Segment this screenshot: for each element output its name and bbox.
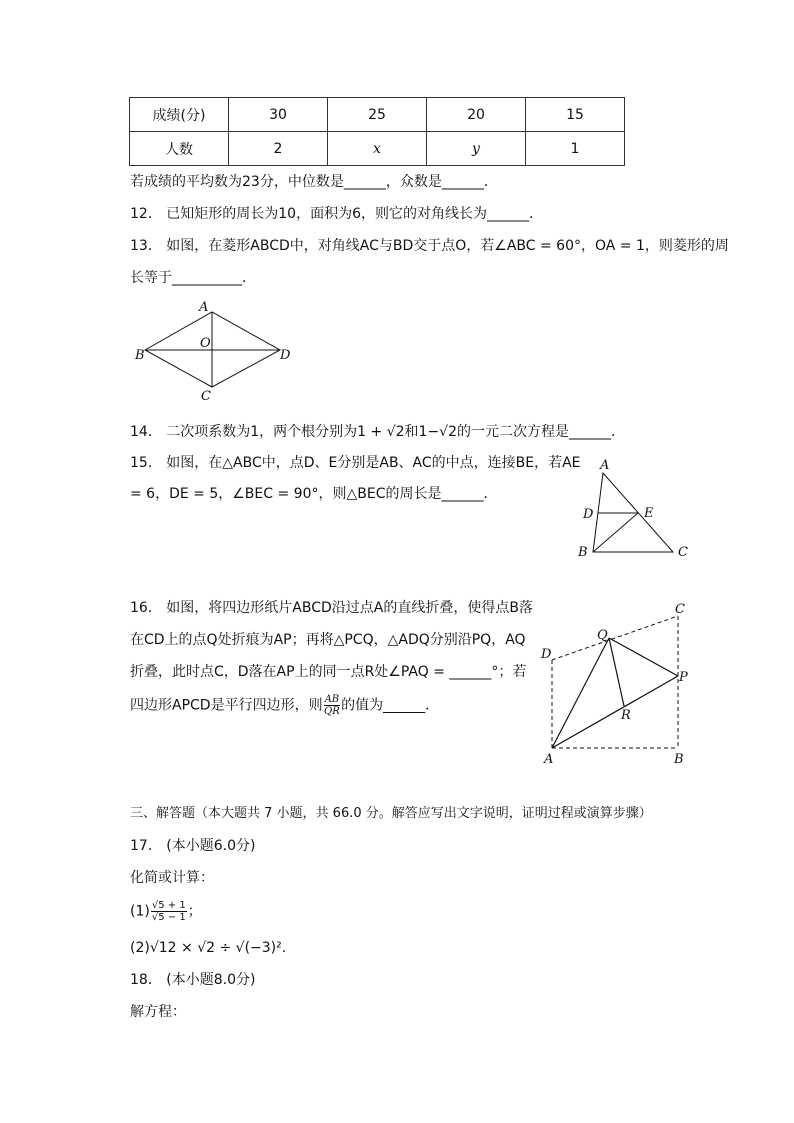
- fraction-sqrt5: [151, 900, 187, 923]
- table-cell: 15: [526, 98, 625, 132]
- label-d: D: [541, 647, 552, 662]
- q18-heading: 18． (本小题8.0分): [130, 972, 256, 988]
- q15-text-line2: = 6，DE = 5，∠BEC = 90°，则△BEC的周长是______．: [130, 486, 498, 502]
- triangle-figure: [572, 456, 696, 562]
- label-a: A: [600, 458, 610, 473]
- q17-part2: (2)√12 × √2 ÷ √(−3)².: [130, 940, 287, 956]
- label-c: C: [201, 389, 211, 404]
- q12-text: 12． 已知矩形的周长为10，面积为6，则它的对角线长为______．: [130, 206, 543, 222]
- rhombus-figure: [130, 298, 300, 404]
- label-p: P: [679, 670, 688, 685]
- q16-text-line2: 在CD上的点Q处折痕为AP；再将△PCQ，△ADQ分别沿PQ，AQ: [130, 632, 526, 648]
- table-cell: 1: [526, 132, 625, 166]
- q11-tail-text: 若成绩的平均数为23分，中位数是______，众数是______．: [130, 174, 498, 190]
- dashed-dc: [552, 616, 678, 660]
- label-e: E: [644, 506, 654, 521]
- q17-part1: [130, 900, 202, 923]
- label-a: A: [199, 300, 209, 315]
- fraction-numerator: AB: [324, 694, 340, 705]
- label-d: D: [583, 507, 594, 522]
- q17-heading: 17． (本小题6.0分): [130, 838, 256, 854]
- table-cell: x: [328, 132, 427, 166]
- label-b: B: [135, 348, 145, 363]
- fraction-denominator: √5 − 1: [151, 912, 186, 923]
- q14-text: 14． 二次项系数为1，两个根分别为1 + √2和1−√2的一元二次方程是______．: [130, 424, 626, 440]
- table-cell: 30: [229, 98, 328, 132]
- q16-text-pre: 四边形APCD是平行四边形，则: [130, 697, 323, 714]
- table-cell: y: [427, 132, 526, 166]
- q15-text-line1: 15． 如图，在△ABC中，点D、E分别是AB、AC的中点，连接BE，若AE: [130, 455, 581, 471]
- label-o: O: [200, 336, 211, 351]
- label-b: B: [578, 545, 588, 560]
- fold-figure: [536, 598, 698, 768]
- segment-qp: [609, 638, 678, 676]
- segment-be: [593, 513, 638, 552]
- table-row: [130, 98, 625, 132]
- table-cell: 20: [427, 98, 526, 132]
- q16-text-post: 的值为______．: [341, 697, 440, 714]
- table-cell: 人数: [130, 132, 229, 166]
- segment-qr: [609, 638, 624, 706]
- q17-part1-end: ；: [187, 903, 202, 920]
- q13-text-line2: 长等于__________．: [130, 270, 256, 286]
- table-row: [130, 132, 625, 166]
- label-q: Q: [597, 628, 608, 643]
- table-cell: 2: [229, 132, 328, 166]
- q17-part1-index: (1): [130, 903, 150, 920]
- fraction-ab-qr: [324, 694, 341, 717]
- fraction-numerator: √5 + 1: [151, 900, 186, 911]
- score-table: [129, 97, 625, 166]
- q13-text-line1: 13． 如图，在菱形ABCD中，对角线AC与BD交于点O，若∠ABC = 60°，OA = 1，则菱形的周: [130, 238, 729, 254]
- fraction-denominator: QR: [324, 706, 340, 717]
- label-d: D: [280, 348, 291, 363]
- label-c: C: [678, 545, 688, 560]
- q16-text-line1: 16． 如图，将四边形纸片ABCD沿过点A的直线折叠，使得点B落: [130, 600, 533, 616]
- label-c: C: [675, 602, 685, 617]
- q17-instruction: 化简或计算：: [130, 870, 214, 886]
- q16-text-line3: 折叠，此时点C，D落在AP上的同一点R处∠PAQ = ______°；若: [130, 664, 527, 680]
- label-r: R: [621, 708, 631, 723]
- q16-text-line4: [130, 694, 439, 717]
- label-b: B: [674, 752, 684, 767]
- q18-instruction: 解方程：: [130, 1004, 186, 1020]
- table-cell: 25: [328, 98, 427, 132]
- label-a: A: [544, 752, 554, 767]
- table-cell: 成绩(分): [130, 98, 229, 132]
- section-3-heading: 三、解答题（本大题共 7 小题，共 66.0 分。解答应写出文字说明，证明过程或演算步骤）: [130, 806, 652, 821]
